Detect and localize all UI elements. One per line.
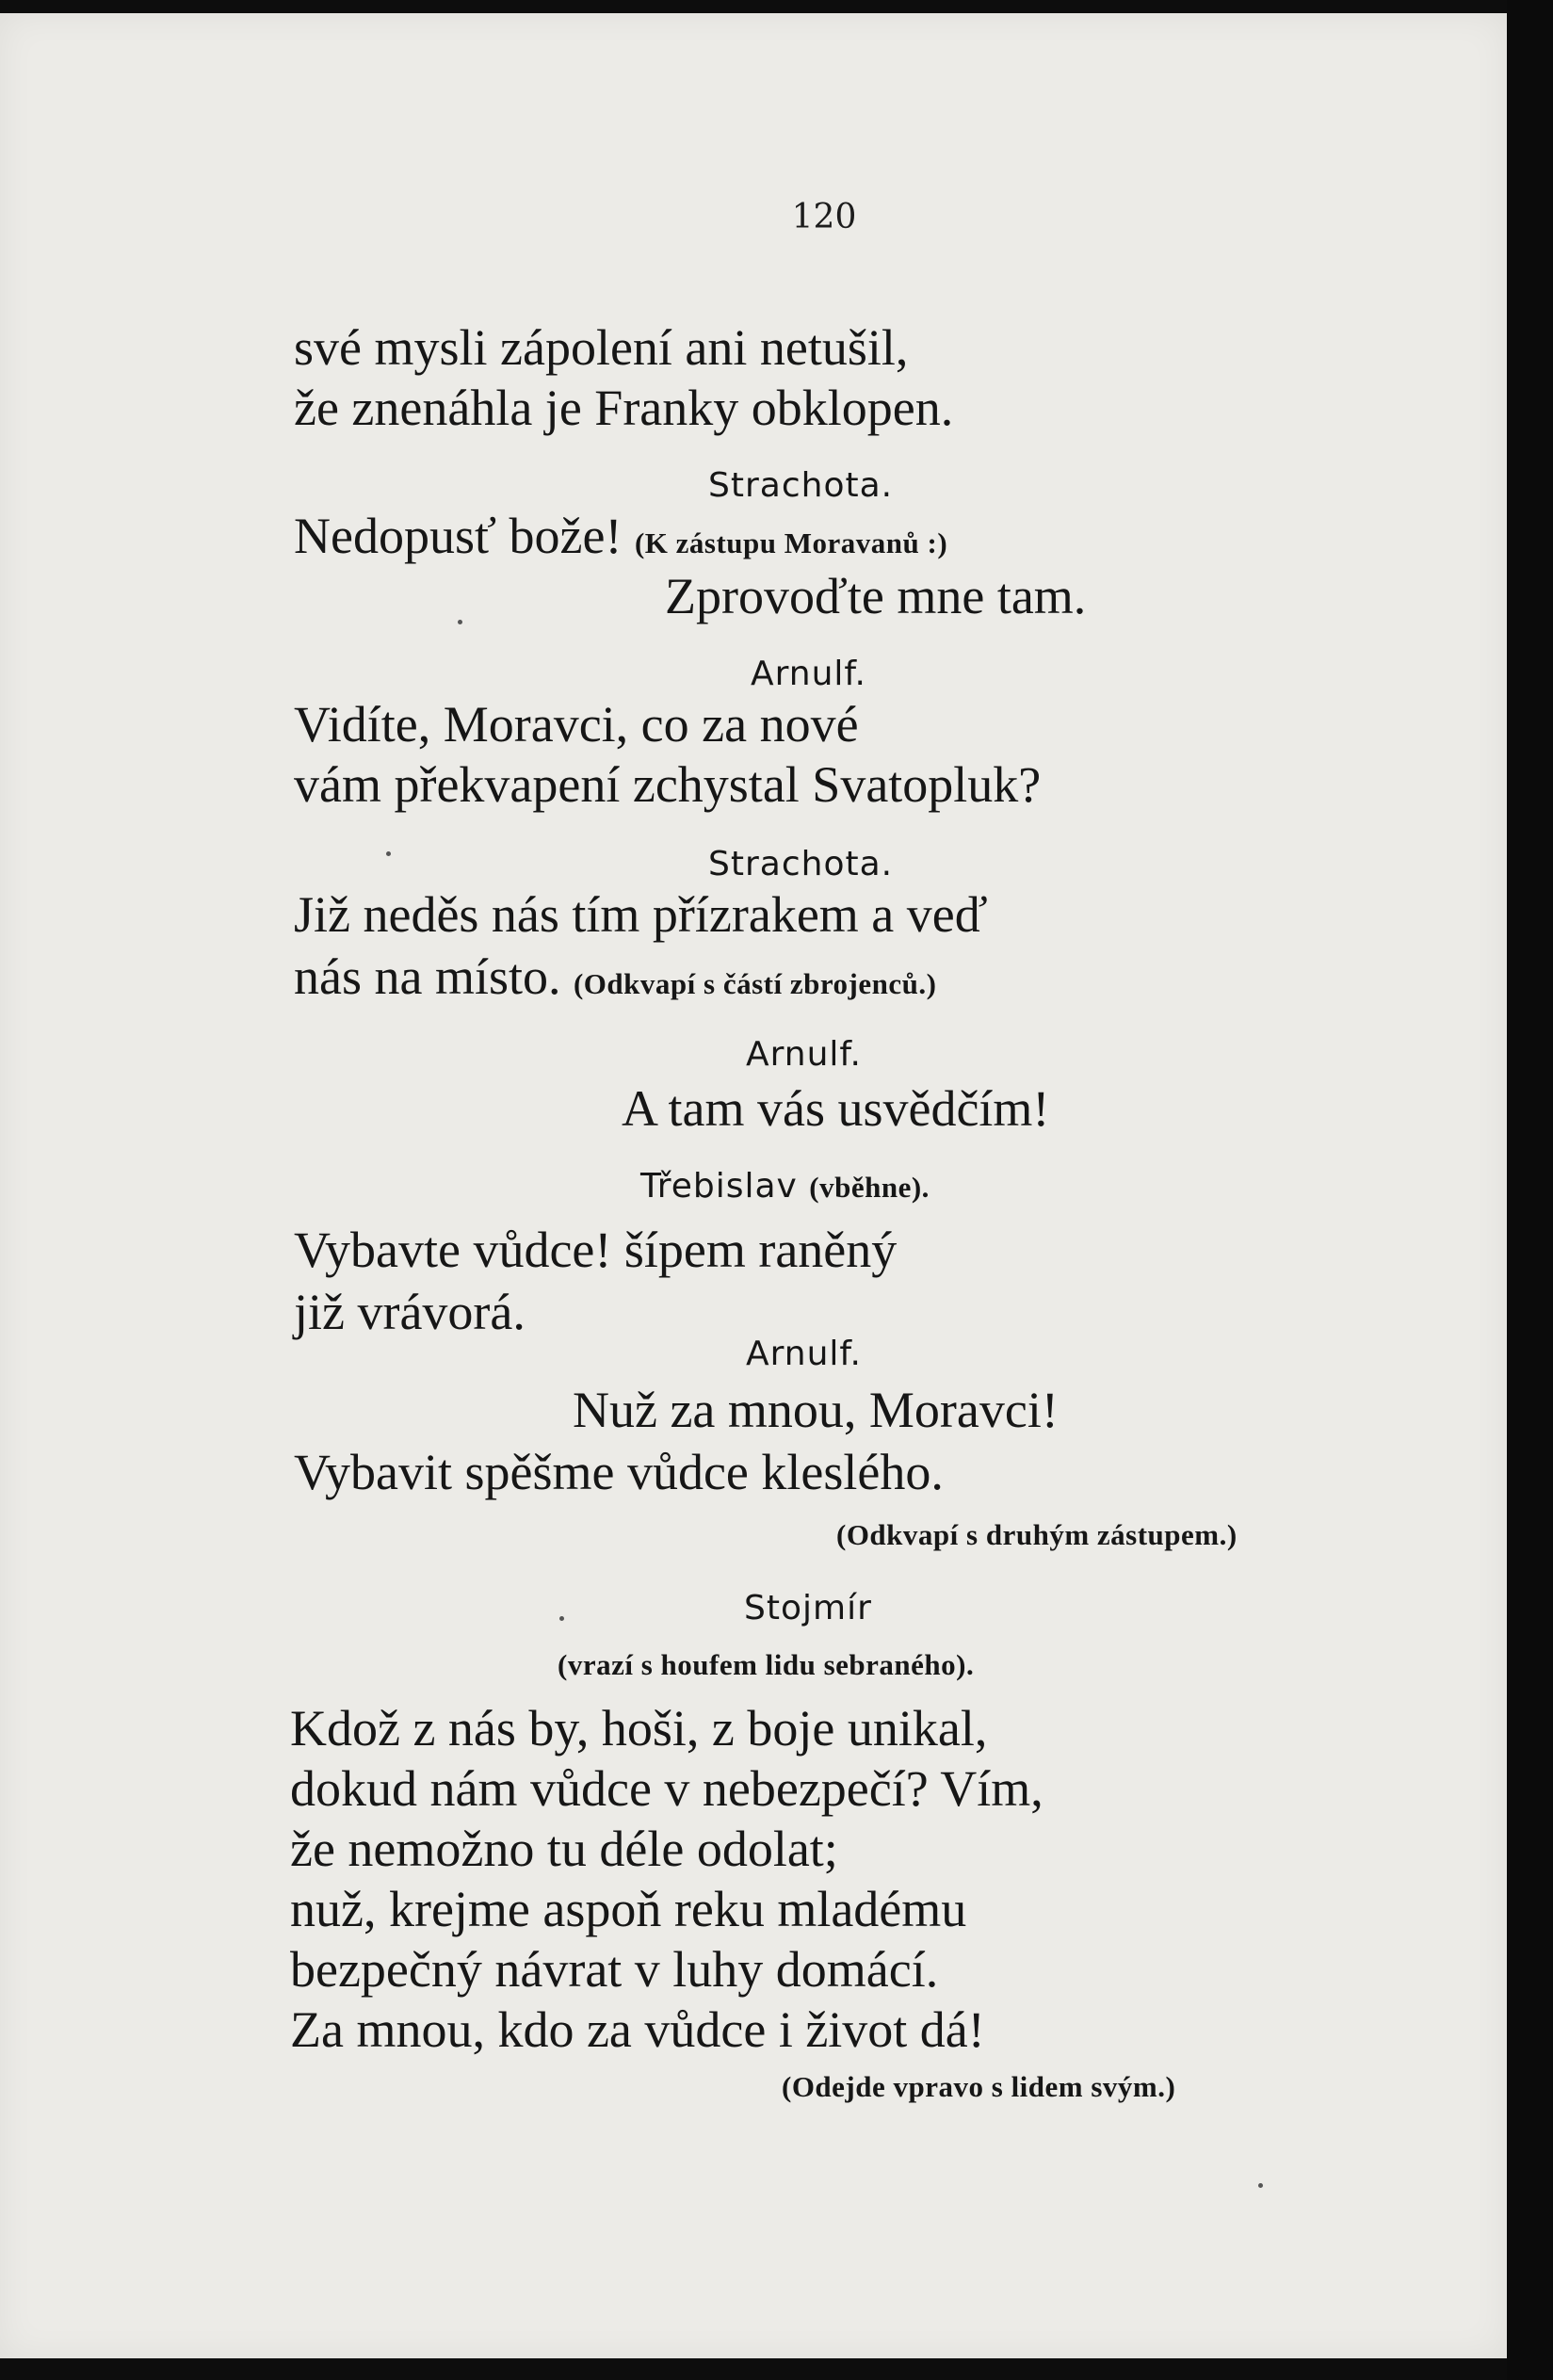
stage-direction: (vběhne). bbox=[809, 1171, 930, 1204]
stage-direction: (Odkvapí s druhým zástupem.) bbox=[836, 1518, 1238, 1551]
verse-line: Za mnou, kdo za vůdce i život dá! bbox=[290, 2001, 985, 2058]
verse-line: již vrávorá. bbox=[294, 1284, 526, 1340]
stage-direction: (Odkvapí s částí zbrojenců.) bbox=[573, 967, 937, 1000]
stage-direction: (Odejde vpravo s lidem svým.) bbox=[782, 2070, 1176, 2103]
verse-line: A tam vás usvědčím! bbox=[622, 1080, 1050, 1137]
scan-border bbox=[1507, 0, 1553, 2380]
ink-speck bbox=[1258, 2183, 1263, 2188]
ink-speck bbox=[458, 620, 462, 624]
verse-line: Kdož z nás by, hoši, z boje unikal, bbox=[290, 1700, 988, 1757]
verse-line: Vidíte, Moravci, co za nové bbox=[294, 696, 859, 753]
verse-line: že znenáhla je Franky obklopen. bbox=[294, 380, 954, 436]
verse-line: Vybavit spěšme vůdce kleslého. bbox=[294, 1444, 944, 1500]
verse-line bbox=[294, 948, 937, 1005]
speaker-name: Arnulf. bbox=[751, 655, 866, 693]
ink-speck bbox=[559, 1616, 564, 1621]
speaker-name: Arnulf. bbox=[746, 1335, 862, 1373]
speaker-label: Třebislav bbox=[640, 1167, 798, 1206]
verse-line: dokud nám vůdce v nebezpečí? Vím, bbox=[290, 1760, 1043, 1817]
verse-text: Nedopusť bože! bbox=[294, 508, 623, 564]
page-number: 120 bbox=[791, 198, 857, 236]
speaker-name bbox=[640, 1167, 930, 1206]
speaker-name: Strachota. bbox=[708, 845, 894, 883]
speaker-name: Strachota. bbox=[708, 466, 894, 505]
verse-text: nás na místo. bbox=[294, 948, 561, 1005]
verse-line: Zprovoďte mne tam. bbox=[665, 568, 1087, 624]
verse-line: že nemožno tu déle odolat; bbox=[290, 1821, 838, 1877]
speaker-name: Stojmír bbox=[744, 1589, 872, 1627]
verse-line: Nuž za mnou, Moravci! bbox=[573, 1382, 1059, 1438]
verse-line: nuž, krejme aspoň reku mladému bbox=[290, 1881, 967, 1937]
ink-speck bbox=[386, 851, 391, 856]
verse-line: Vybavte vůdce! šípem raněný bbox=[294, 1222, 898, 1278]
verse-line bbox=[294, 508, 948, 564]
verse-line: bezpečný návrat v luhy domácí. bbox=[290, 1941, 939, 1998]
verse-line: své mysli zápolení ani netušil, bbox=[294, 319, 909, 376]
speaker-name: Arnulf. bbox=[746, 1035, 862, 1074]
stage-direction: (vrazí s houfem lidu sebraného). bbox=[558, 1648, 975, 1681]
verse-line: vám překvapení zchystal Svatopluk? bbox=[294, 756, 1042, 813]
stage-direction: (K zástupu Moravanů :) bbox=[634, 526, 948, 559]
verse-line: Již neděs nás tím přízrakem a veď bbox=[294, 886, 988, 943]
